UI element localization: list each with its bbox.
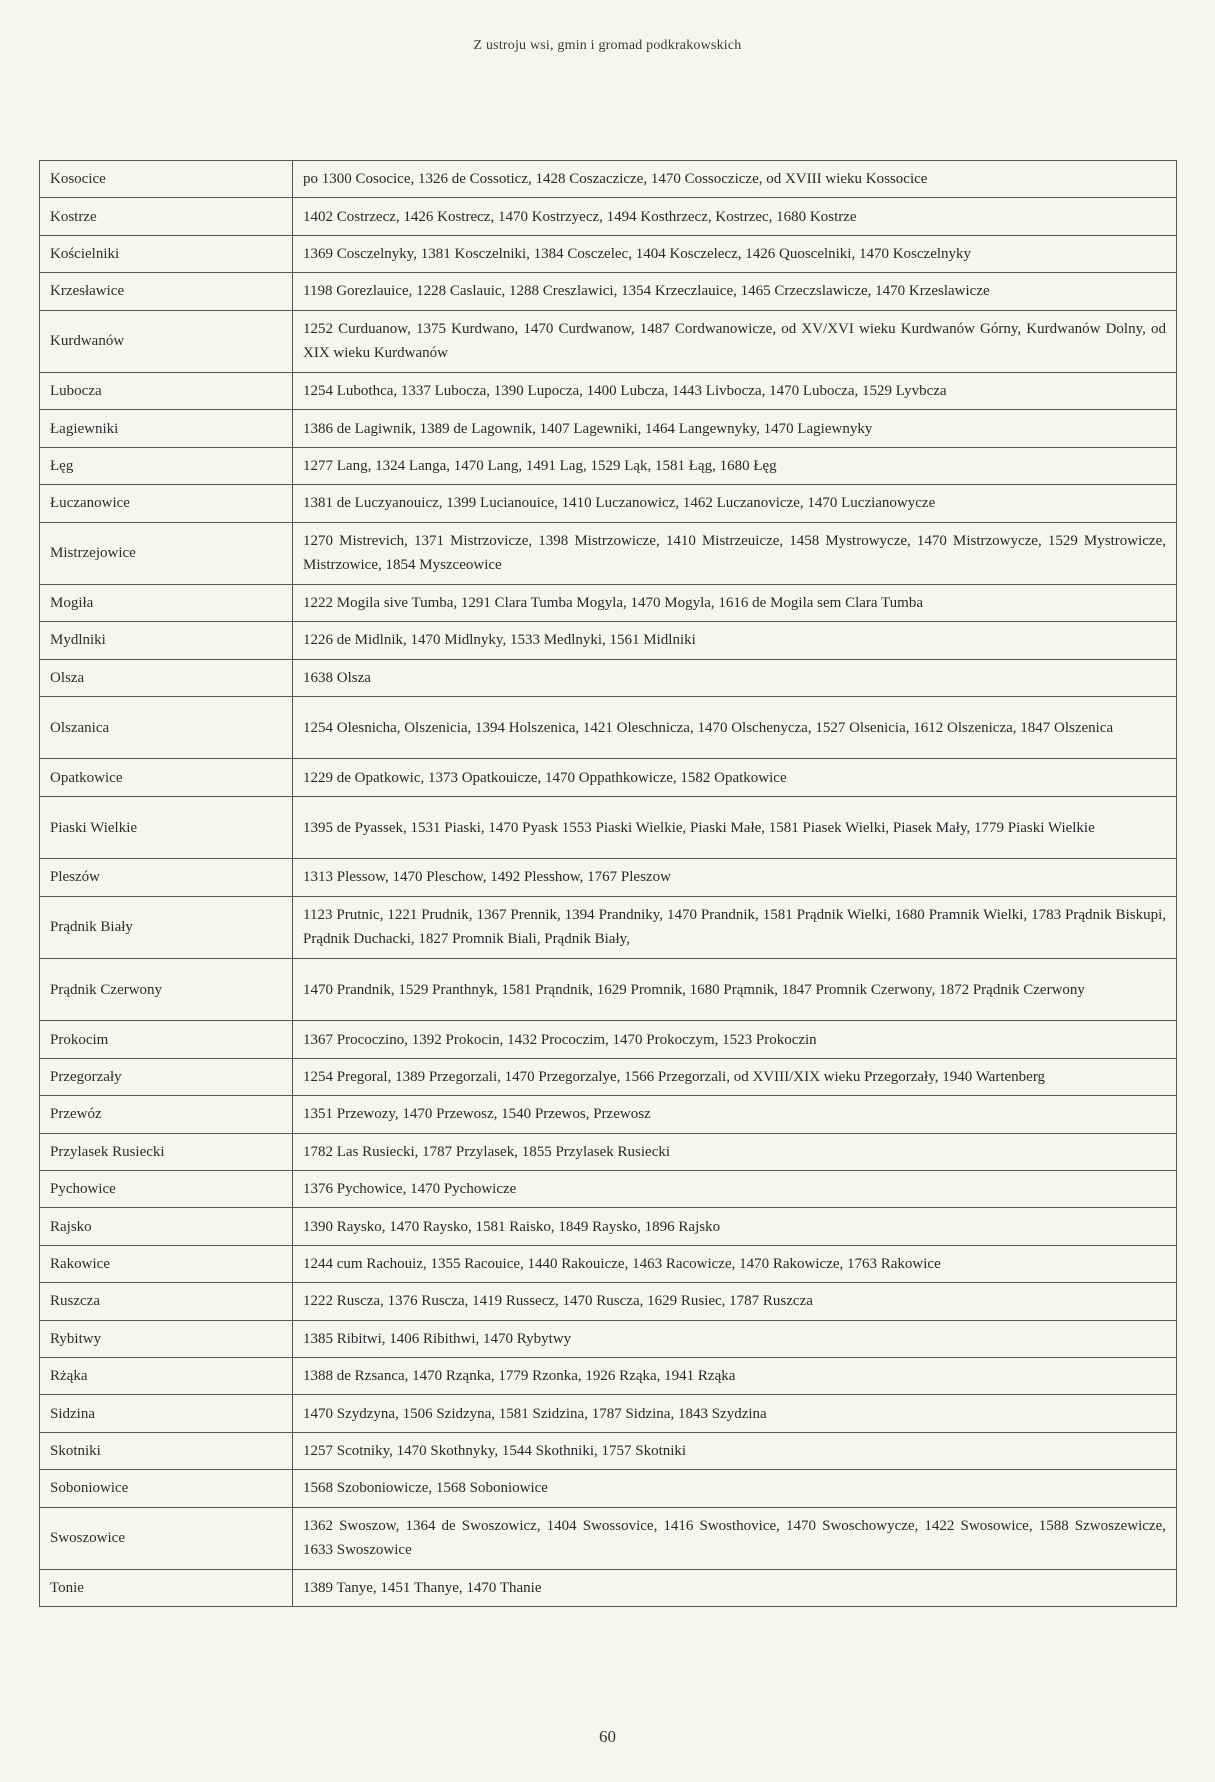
place-name-cell: Skotniki — [40, 1432, 293, 1469]
historical-forms-cell: 1385 Ribitwi, 1406 Ribithwi, 1470 Rybytwy — [293, 1320, 1177, 1357]
place-name-cell: Prokocim — [40, 1021, 293, 1058]
table-row — [40, 584, 1177, 621]
historical-forms-cell: 1229 de Opatkowic, 1373 Opatkouicze, 1470 Oppathkowicze, 1582 Opatkowice — [293, 759, 1177, 796]
place-name-cell: Przylasek Rusiecki — [40, 1133, 293, 1170]
table-row — [40, 622, 1177, 659]
historical-forms-cell: 1568 Szoboniowicze, 1568 Soboniowice — [293, 1470, 1177, 1507]
place-name-cell: Soboniowice — [40, 1470, 293, 1507]
historical-forms-cell: 1381 de Luczyanouicz, 1399 Lucianouice, 1410 Luczanowicz, 1462 Luczanovicze, 1470 Luczianowycze — [293, 485, 1177, 522]
place-name-cell: Piaski Wielkie — [40, 796, 293, 858]
table-row — [40, 1170, 1177, 1207]
historical-forms-cell: 1222 Mogila sive Tumba, 1291 Clara Tumba Mogyla, 1470 Mogyla, 1616 de Mogila sem Clara Tumba — [293, 584, 1177, 621]
place-name-cell: Mogiła — [40, 584, 293, 621]
table-row — [40, 235, 1177, 272]
running-title: Z ustroju wsi, gmin i gromad podkrakowskich — [473, 38, 742, 53]
historical-forms-cell: 1257 Scotniky, 1470 Skothnyky, 1544 Skothniki, 1757 Skotniki — [293, 1432, 1177, 1469]
historical-forms-cell: 1244 cum Rachouiz, 1355 Racouice, 1440 Rakouicze, 1463 Racowicze, 1470 Rakowicze, 1763 Rakowice — [293, 1245, 1177, 1282]
table-row — [40, 1133, 1177, 1170]
historical-forms-cell: 1222 Ruscza, 1376 Ruscza, 1419 Russecz, 1470 Ruscza, 1629 Rusiec, 1787 Ruszcza — [293, 1283, 1177, 1320]
table-row — [40, 1569, 1177, 1606]
historical-forms-cell: 1198 Gorezlauice, 1228 Caslauic, 1288 Creszlawici, 1354 Krzeczlauice, 1465 Crzeczslawicze, 1470 Krzeslawicze — [293, 273, 1177, 310]
table-row — [40, 796, 1177, 858]
place-name-cell: Pleszów — [40, 859, 293, 896]
historical-forms-cell: 1351 Przewozy, 1470 Przewosz, 1540 Przewos, Przewosz — [293, 1096, 1177, 1133]
table-row — [40, 896, 1177, 958]
historical-forms-cell: 1389 Tanye, 1451 Thanye, 1470 Thanie — [293, 1569, 1177, 1606]
historical-forms-cell: 1369 Cosczelnyky, 1381 Kosczelniki, 1384 Cosczelec, 1404 Kosczelecz, 1426 Quoscelniki, 1470 Kosczelnyky — [293, 235, 1177, 272]
table-row — [40, 1320, 1177, 1357]
place-names-table — [39, 160, 1177, 1607]
historical-forms-cell: 1402 Costrzecz, 1426 Kostrecz, 1470 Kostrzyecz, 1494 Kosthrzecz, Kostrzec, 1680 Kostrze — [293, 198, 1177, 235]
place-name-cell: Łęg — [40, 447, 293, 484]
place-name-cell: Kościelniki — [40, 235, 293, 272]
historical-forms-cell: 1388 de Rzsanca, 1470 Rząnka, 1779 Rzonka, 1926 Rząka, 1941 Rząka — [293, 1357, 1177, 1394]
table-row — [40, 1283, 1177, 1320]
place-name-cell: Łuczanowice — [40, 485, 293, 522]
historical-forms-cell: 1277 Lang, 1324 Langa, 1470 Lang, 1491 Lag, 1529 Ląk, 1581 Łąg, 1680 Łęg — [293, 447, 1177, 484]
table-row — [40, 659, 1177, 696]
historical-forms-cell: 1390 Raysko, 1470 Raysko, 1581 Raisko, 1849 Raysko, 1896 Rajsko — [293, 1208, 1177, 1245]
place-name-cell: Kosocice — [40, 161, 293, 198]
place-name-cell: Prądnik Biały — [40, 896, 293, 958]
place-name-cell: Tonie — [40, 1569, 293, 1606]
historical-forms-cell: 1123 Prutnic, 1221 Prudnik, 1367 Prennik, 1394 Prandniky, 1470 Prandnik, 1581 Prądnik Wielki, 1680 Pramnik Wielki, 1783 Prądnik Biskupi, Prądnik Duchacki, 1827 Promnik Biali, Prądnik Biały, — [293, 896, 1177, 958]
place-name-cell: Kostrze — [40, 198, 293, 235]
table-row — [40, 1395, 1177, 1432]
table-row — [40, 372, 1177, 409]
place-name-cell: Rakowice — [40, 1245, 293, 1282]
table-row — [40, 697, 1177, 759]
table-row — [40, 410, 1177, 447]
place-name-cell: Rżąka — [40, 1357, 293, 1394]
table-row — [40, 959, 1177, 1021]
historical-forms-cell: 1470 Szydzyna, 1506 Szidzyna, 1581 Szidzina, 1787 Sidzina, 1843 Szydzina — [293, 1395, 1177, 1432]
historical-forms-cell: 1254 Olesnicha, Olszenicia, 1394 Holszenica, 1421 Oleschnicza, 1470 Olschenycza, 1527 Olsenicia, 1612 Olszenicza, 1847 Olszenica — [293, 697, 1177, 759]
table-row — [40, 1208, 1177, 1245]
place-name-cell: Sidzina — [40, 1395, 293, 1432]
table-row — [40, 1021, 1177, 1058]
table-row — [40, 1245, 1177, 1282]
place-name-cell: Swoszowice — [40, 1507, 293, 1569]
place-name-cell: Rybitwy — [40, 1320, 293, 1357]
table-row — [40, 1058, 1177, 1095]
historical-forms-cell: 1367 Prococzino, 1392 Prokocin, 1432 Prococzim, 1470 Prokoczym, 1523 Prokoczin — [293, 1021, 1177, 1058]
table-row — [40, 485, 1177, 522]
table-row — [40, 161, 1177, 198]
place-name-cell: Mistrzejowice — [40, 522, 293, 584]
place-name-cell: Olsza — [40, 659, 293, 696]
table-body — [40, 161, 1177, 1607]
historical-forms-cell: 1313 Plessow, 1470 Pleschow, 1492 Plesshow, 1767 Pleszow — [293, 859, 1177, 896]
table-row — [40, 447, 1177, 484]
place-name-cell: Kurdwanów — [40, 310, 293, 372]
place-name-cell: Lubocza — [40, 372, 293, 409]
historical-forms-cell: 1782 Las Rusiecki, 1787 Przylasek, 1855 Przylasek Rusiecki — [293, 1133, 1177, 1170]
historical-forms-cell: po 1300 Cosocice, 1326 de Cossoticz, 1428 Coszaczicze, 1470 Cossoczicze, od XVIII wieku Kossocice — [293, 161, 1177, 198]
place-name-cell: Rajsko — [40, 1208, 293, 1245]
table-row — [40, 1096, 1177, 1133]
historical-forms-cell: 1470 Prandnik, 1529 Pranthnyk, 1581 Prąndnik, 1629 Promnik, 1680 Prąmnik, 1847 Promnik Czerwony, 1872 Prądnik Czerwony — [293, 959, 1177, 1021]
place-name-cell: Mydlniki — [40, 622, 293, 659]
place-name-cell: Opatkowice — [40, 759, 293, 796]
historical-forms-cell: 1252 Curduanow, 1375 Kurdwano, 1470 Curdwanow, 1487 Cordwanowicze, od XV/XVI wieku Kurdwanów Górny, Kurdwanów Dolny, od XIX wieku Kurdwanów — [293, 310, 1177, 372]
place-name-cell: Krzesławice — [40, 273, 293, 310]
place-name-cell: Prądnik Czerwony — [40, 959, 293, 1021]
historical-forms-cell: 1254 Pregoral, 1389 Przegorzali, 1470 Przegorzalye, 1566 Przegorzali, od XVIII/XIX wieku Przegorzały, 1940 Wartenberg — [293, 1058, 1177, 1095]
page-number: 60 — [599, 1727, 616, 1746]
place-name-cell: Olszanica — [40, 697, 293, 759]
table-row — [40, 198, 1177, 235]
historical-forms-cell: 1362 Swoszow, 1364 de Swoszowicz, 1404 Swossovice, 1416 Swosthovice, 1470 Swoschowycze, 1422 Swosowice, 1588 Szwoszewicze, 1633 Swoszowice — [293, 1507, 1177, 1569]
table-row — [40, 1432, 1177, 1469]
place-name-cell: Łagiewniki — [40, 410, 293, 447]
historical-forms-cell: 1386 de Lagiwnik, 1389 de Lagownik, 1407 Lagewniki, 1464 Langewnyky, 1470 Lagiewnyky — [293, 410, 1177, 447]
table-row — [40, 1470, 1177, 1507]
historical-forms-cell: 1270 Mistrevich, 1371 Mistrzovicze, 1398 Mistrzowicze, 1410 Mistrzeuicze, 1458 Mystrowycze, 1470 Mistrzowycze, 1529 Mystrowicze, Mistrzowice, 1854 Myszceowice — [293, 522, 1177, 584]
historical-forms-cell: 1395 de Pyassek, 1531 Piaski, 1470 Pyask 1553 Piaski Wielkie, Piaski Małe, 1581 Piasek Wielki, Piasek Mały, 1779 Piaski Wielkie — [293, 796, 1177, 858]
historical-forms-cell: 1226 de Midlnik, 1470 Midlnyky, 1533 Medlnyki, 1561 Midlniki — [293, 622, 1177, 659]
table-row — [40, 859, 1177, 896]
place-name-cell: Przegorzały — [40, 1058, 293, 1095]
table-row — [40, 1507, 1177, 1569]
table-row — [40, 310, 1177, 372]
table-row — [40, 273, 1177, 310]
table-row — [40, 1357, 1177, 1394]
table-row — [40, 522, 1177, 584]
historical-forms-cell: 1254 Lubothca, 1337 Lubocza, 1390 Lupocza, 1400 Lubcza, 1443 Livbocza, 1470 Lubocza, 1529 Lyvbcza — [293, 372, 1177, 409]
historical-forms-cell: 1376 Pychowice, 1470 Pychowicze — [293, 1170, 1177, 1207]
table-row — [40, 759, 1177, 796]
place-name-cell: Pychowice — [40, 1170, 293, 1207]
place-name-cell: Ruszcza — [40, 1283, 293, 1320]
historical-forms-cell: 1638 Olsza — [293, 659, 1177, 696]
place-name-cell: Przewóz — [40, 1096, 293, 1133]
